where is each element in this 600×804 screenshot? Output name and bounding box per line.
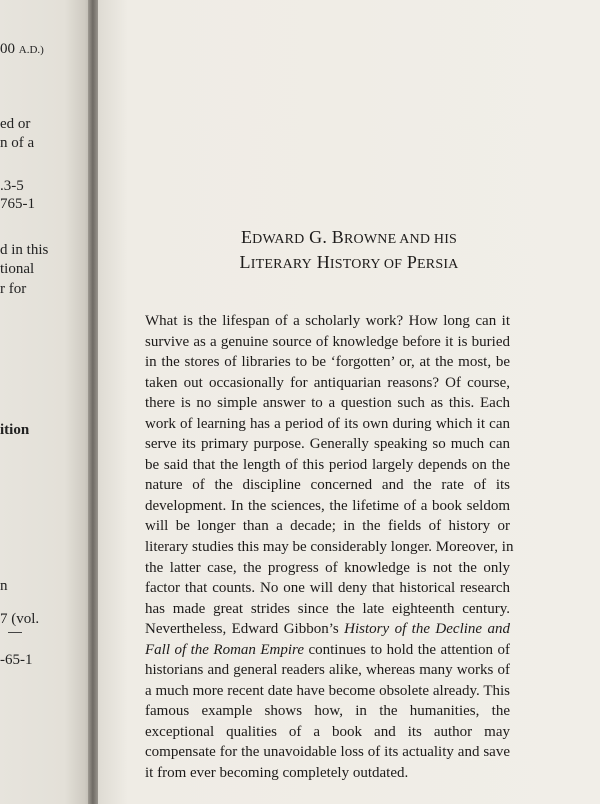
body-line: in the stores of libraries to be ‘forgotten’ or, at the most, be <box>145 354 510 371</box>
left-page-line: ition <box>0 422 30 438</box>
left-page-line: n <box>0 578 8 594</box>
left-page-line: tional <box>0 261 35 277</box>
left-page-dash <box>8 632 22 633</box>
left-page-line: .3-5 <box>0 178 24 194</box>
body-line: compensate for the unavoidable loss of its actuality and save <box>145 744 510 761</box>
body-line: Fall of the Roman Empire continues to hold the attention of <box>145 641 510 658</box>
body-line: work of learning has a period of its own during which it can <box>145 415 510 432</box>
left-page-line: 7 (vol. <box>0 611 40 627</box>
body-line: there is no simple answer to a question such as this. Each <box>145 395 510 412</box>
body-line: it from ever becoming completely outdated. <box>145 765 409 782</box>
body-line: serve its primary purpose. Generally speaking so much can <box>145 436 510 453</box>
heading-line-1: EDWARD G. BROWNE AND HIS <box>240 227 458 247</box>
left-page-line: 00 A.D.) <box>0 41 44 57</box>
left-page-line: 765-1 <box>0 196 35 212</box>
body-line: survive as a genuine source of knowledge before it is buried <box>145 333 510 350</box>
body-line: What is the lifespan of a scholarly work? How long can it <box>145 313 510 329</box>
left-page-line: n of a <box>0 135 35 151</box>
chapter-heading <box>98 226 600 276</box>
body-line: a much more recent date have become obsolete already. This <box>145 682 510 699</box>
body-line: has made great strides since the late eighteenth century. <box>145 600 510 617</box>
body-line: exceptional qualities of a book and its author may <box>145 723 510 740</box>
body-line: development. In the sciences, the lifetime of a book seldom <box>145 497 510 514</box>
body-paragraph <box>145 311 514 784</box>
body-line: nature of the discipline concerned and the rate of its <box>145 477 510 494</box>
body-line: will be longer than a decade; in the fields of history or <box>145 518 510 535</box>
body-line: be said that the length of this period largely depends on the <box>145 456 510 473</box>
left-page-line: r for <box>0 281 27 297</box>
body-line: historians and general readers alike, whereas many works of <box>145 662 510 679</box>
left-page-line: -65-1 <box>0 652 33 668</box>
body-line: taken out occasionally for antiquarian reasons? Of course, <box>145 374 510 391</box>
left-page-line: d in this <box>0 242 49 258</box>
body-line: the latter case, the progress of knowledge is not the only <box>145 559 510 576</box>
left-page <box>0 0 92 804</box>
body-line: literary studies this may be considerably longer. Moreover, in <box>145 539 514 556</box>
body-line: factor that counts. No one will deny that historical research <box>145 580 510 597</box>
body-line: Nevertheless, Edward Gibbon’s History of the Decline and <box>145 621 510 638</box>
body-line: famous example shows how, in the humanities, the <box>145 703 510 720</box>
heading-line-2: LITERARY HISTORY OF PERSIA <box>239 252 459 272</box>
left-page-line: ed or <box>0 116 31 132</box>
